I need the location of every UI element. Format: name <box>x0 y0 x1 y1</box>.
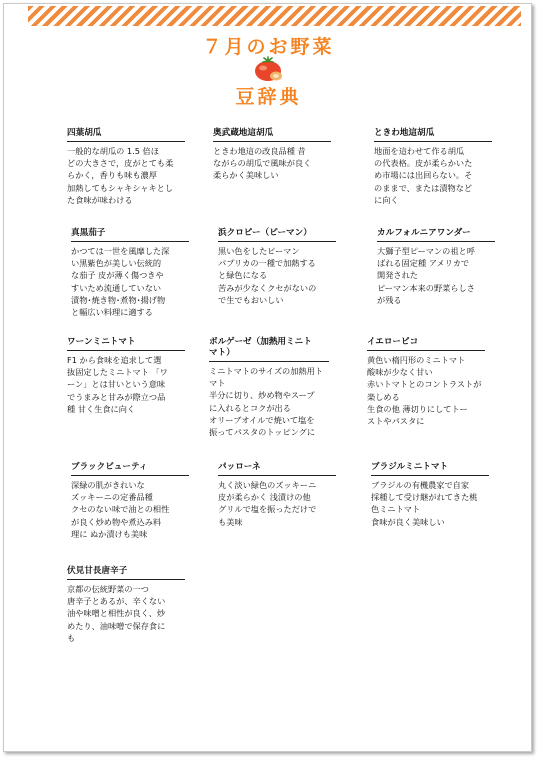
entry-body: 一般的な胡瓜の 1.5 倍ほ どの大きさで，皮がとても柔 らかく，香りも味も濃厚 加熱してもシャキシャキとし た食味が味わける <box>67 146 174 205</box>
entry-black-beauty-zucchini <box>71 462 189 540</box>
entry-body: F1 から食味を追求して選 抜固定したミニトマト 「ワ ーン」とは甘いという意味 でうまみと甘みが際立つ品 種 甘く生食に向く <box>67 355 168 414</box>
entry-wan-mini-tomato <box>67 337 185 415</box>
entry-title: カルフォルニアワンダー <box>377 228 495 242</box>
entry-fushimi-amanaga <box>67 566 185 644</box>
entry-title: 奥武蔵地這胡瓜 <box>213 128 331 142</box>
entry-okumusashi-cucumber <box>213 128 331 182</box>
header-stripe-band <box>28 6 521 26</box>
entry-shinkuro-eggplant <box>71 228 189 318</box>
entry-pallone-zucchini <box>218 462 336 528</box>
entry-title: パッローネ <box>218 462 336 476</box>
entry-body: ときわ地這の改良品種 昔 ながらの胡瓜で風味が良く 柔らかく美味しい <box>213 146 312 181</box>
entry-yellow-pico <box>367 337 485 427</box>
entry-body: 黄色い楕円形のミニトマト 酸味が少なく甘い 赤いトマトとのコントラストが 楽しめる 生食の他 薄切りにしてトー ストやパスタに <box>367 355 482 427</box>
entry-title: イエローピコ <box>367 337 485 351</box>
entry-body: 丸く淡い緑色のズッキーニ 皮が柔らかく 浅漬けの他 グリルで塩を振っただけで も美味 <box>218 480 317 527</box>
tomato-illustration-icon <box>252 55 284 83</box>
entry-borghese-tomato <box>209 337 329 438</box>
entry-body: 地面を這わせて作る胡瓜 の代表格。皮が柔らかいた め市場には出回らない。そ のままで、または漬物など に向く <box>374 146 473 205</box>
page-subtitle: 豆辞典 <box>235 86 302 108</box>
entry-title: ブラックビューティ <box>71 462 189 476</box>
entry-brazil-mini-tomato <box>371 462 489 528</box>
entry-title: 真黒茄子 <box>71 228 189 242</box>
entry-body: 京都の伝統野菜の一つ 唐辛子とあるが、辛くない 油や味噌と相性が良く、炒 めたり、油味噌で保存食に も <box>67 584 166 643</box>
entry-title: ワーンミニトマト <box>67 337 185 351</box>
entry-title: ボルゲーゼ（加熱用ミニト マト） <box>209 337 329 362</box>
entry-body: 大獅子型ピーマンの祖と呼 ばれる固定種 アメリカで 開発された ピーマン本来の野菜らしさ が残る <box>377 246 475 305</box>
entry-title: ときわ地這胡瓜 <box>374 128 492 142</box>
entry-body: ミニトマトのサイズの加熱用ト マト 半分に切り、炒め物やスープ に入れるとコクが出る オリーブオイルで焼いて塩を 振ってパスタのトッピングに <box>209 366 323 438</box>
entry-body: 黒い色をしたピーマン パプリカの一種で加熱する と緑色になる 苦みが少なくクセがないの で生でもおいしい <box>218 246 317 305</box>
entry-hama-kuropi <box>218 228 336 306</box>
entry-california-wonder <box>377 228 495 306</box>
page-title: ７月のお野菜 <box>202 36 335 58</box>
entry-tokiwa-cucumber <box>374 128 492 206</box>
entry-title: 四葉胡瓜 <box>67 128 185 142</box>
entry-body: 深緑の肌がきれいな ズッキーニの定番品種 クセのない味で油との相性 が良く炒め物や煮込み料 理に ぬか漬けも美味 <box>71 480 170 539</box>
entry-title: ブラジルミニトマト <box>371 462 489 476</box>
entry-body: ブラジルの有機農家で自家 採種して受け継がれてきた桃 色ミニトマト 食味が良く美味しい <box>371 480 478 527</box>
entry-title: 浜クロピー（ピーマン） <box>218 228 336 242</box>
entry-title: 伏見甘長唐辛子 <box>67 566 185 580</box>
entry-suyo-cucumber <box>67 128 185 206</box>
entry-body: かつては一世を風靡した深 い黒紫色が美しい伝統的 な茄子 皮が薄く傷つきや すいため流通していない 漬物･焼き物･煮物･揚げ物 と幅広い料理に適する <box>71 246 170 318</box>
